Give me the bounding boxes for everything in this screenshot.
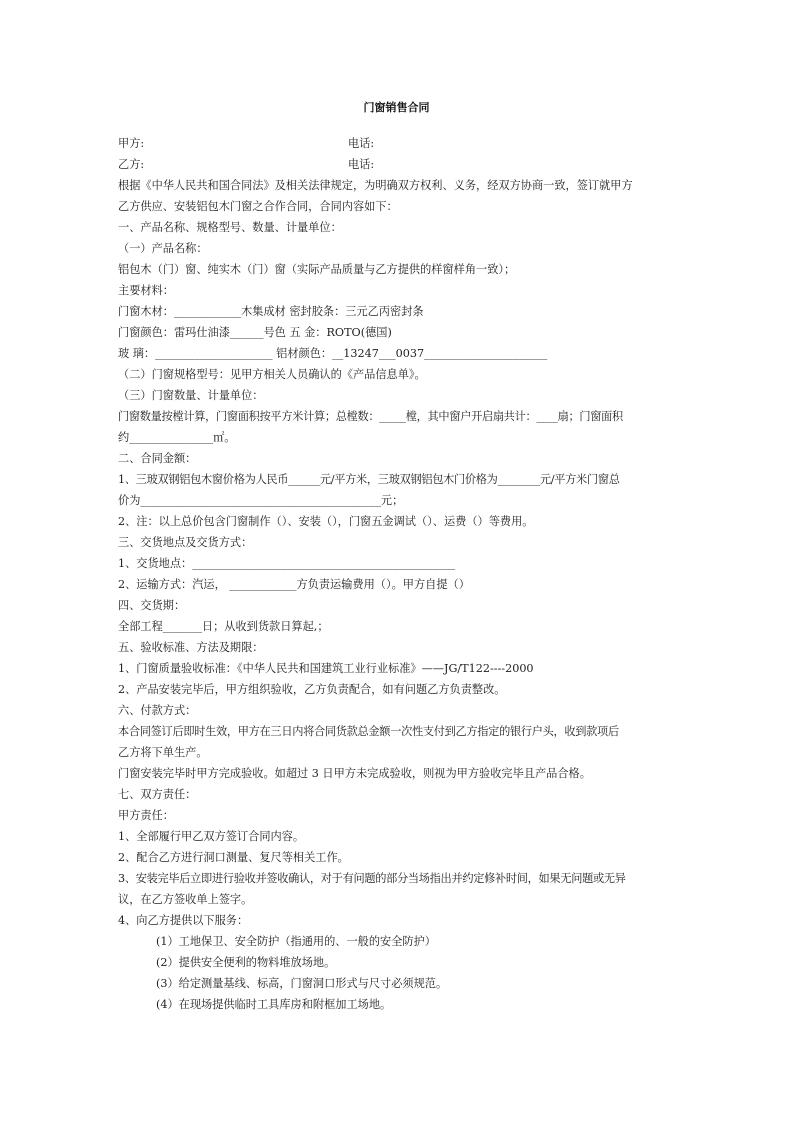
body-line: 2、运输方式：汽运， ____________方负责运输费用（）。甲方自提（） [118,578,470,591]
service-item: (2）提供安全便利的物料堆放场地。 [156,956,336,969]
service-item: (1）工地保卫、安全防护（指通用的、一般的安全防护） [156,935,436,948]
body-line: 乙方将下单生产。 [118,746,208,759]
body-line: 本合同签订后即时生效，甲方在三日内将合同货款总金额一次性支付到乙方指定的银行户头，收到款项后 [118,725,619,738]
party-a-row [118,133,676,154]
section-heading: 六、付款方式： [118,704,197,717]
document-title: 门窗销售合同 [363,101,430,114]
body-line: 3、安装完毕后立即进行验收并签收确认，对于有问题的部分当场指出并约定修补时间，如果无问题或无异 [118,872,626,885]
body-line: 2、注：以上总价包含门窗制作（）、安装（），门窗五金调试（）、运费（）等费用。 [118,515,534,528]
section-heading: 五、验收标准、方法及期限： [118,641,264,654]
body-line: 4、向乙方提供以下服务： [118,914,249,927]
section-heading: 七、双方责任： [118,788,197,801]
party-b-phone-label: 电话: [348,158,375,171]
section-heading: 四、交货期： [118,599,186,612]
body-line: 玻 璃：_____________________ 铝材颜色：__13247___0037______________________ [118,347,548,360]
body-line: 1、门窗质量验收标准：《中华人民共和国建筑工业行业标准》——JG/T122----2000 [118,662,534,675]
party-a-phone-label: 电话: [348,137,375,150]
subsection-heading: 甲方责任： [118,809,174,822]
party-a-label: 甲方: [118,137,145,150]
service-item: (4）在现场提供临时工具库房和附框加工场地。 [156,998,392,1011]
body-line: 2、产品安装完毕后，甲方组织验收，乙方负责配合，如有问题乙方负责整改。 [118,683,506,696]
body-line: 主要材料： [118,284,174,297]
body-line: 1、三玻双钢铝包木窗价格为人民币______元/平方米，三玻双钢铝包木门价格为________元/平方米门窗总 [118,473,620,486]
service-item: (3）给定测量基线、标高，门窗洞口形式与尺寸必须规范。 [156,977,448,990]
body-line: 1、交货地点：_______________________________________________ [118,557,456,570]
body-line: 门窗颜色：雷玛仕油漆______号色 五 金：ROTO(德国) [118,326,392,339]
subsection-heading: （一）产品名称： [118,242,208,255]
body-line: 2、配合乙方进行洞口测量、复尺等相关工作。 [118,851,349,864]
section-heading: 一、产品名称、规格型号、数量、计量单位： [118,221,342,234]
subsection-heading: （二）门窗规格型号：见甲方相关人员确认的《产品信息单》。 [118,368,426,381]
body-line: 约_______________㎡。 [118,431,236,444]
body-line: 门窗安装完毕时甲方完成验收。如超过 3 日甲方未完成验收，则视为甲方验收完毕且产品合格。 [118,767,591,780]
subsection-heading: （三）门窗数量、计量单位： [118,389,264,402]
body-line: 铝包木（门）窗、纯实木（门）窗（实际产品质量与乙方提供的样窗样角一致）； [118,263,516,276]
party-b-label: 乙方: [118,158,145,171]
body-line: 根据《中华人民共和国合同法》及相关法律规定，为明确双方权利、义务，经双方协商一致，签订就甲方 [118,179,633,192]
body-line: 门窗数量按樘计算，门窗面积按平方米计算；总樘数：_____樘，其中窗户开启扇共计：____扇；门窗面积 [118,410,623,423]
body-line: 门窗木材：____________木集成材 密封胶条：三元乙丙密封条 [118,305,424,318]
body-line: 全部工程_______日；从收到货款日算起,； [118,620,329,633]
body-line: 乙方供应、安装铝包木门窗之合作合同，合同内容如下： [118,200,398,213]
document-body [118,133,676,1015]
body-line: 1、全部履行甲乙双方签订合同内容。 [118,830,305,843]
section-heading: 三、交货地点及交货方式： [118,536,253,549]
body-line: 议，在乙方签收单上签字。 [118,893,253,906]
section-heading: 二、合同金额： [118,452,197,465]
party-b-row [118,154,676,175]
body-line: 价为___________________________________________元； [118,494,404,507]
